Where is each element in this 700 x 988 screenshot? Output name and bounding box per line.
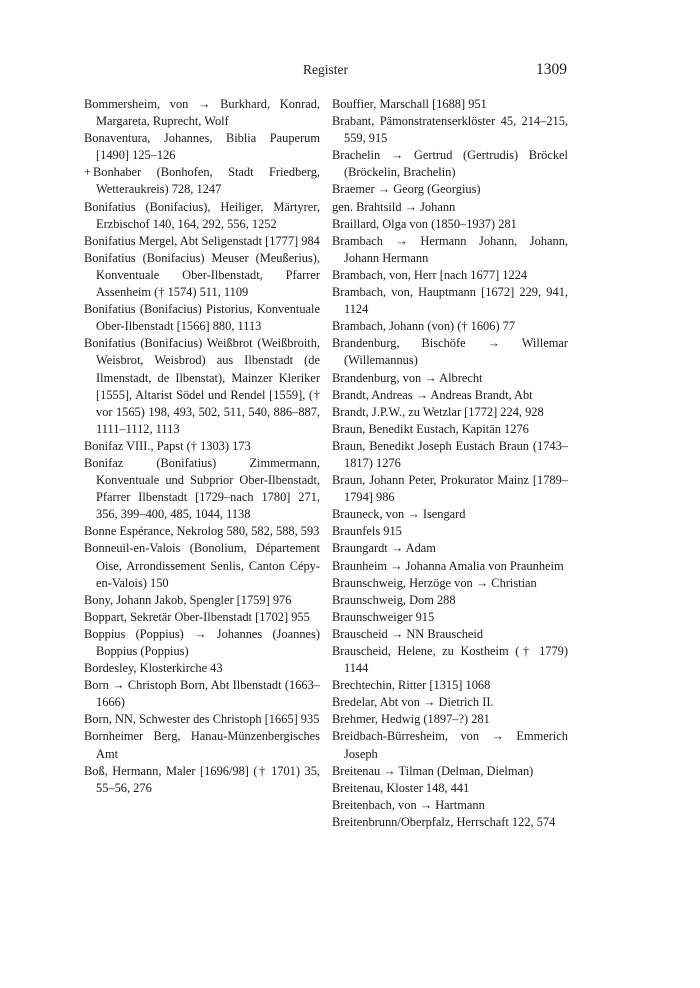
index-entry-text: Bonifatius Mergel, Abt Seligenstadt [1777] 984 — [84, 233, 320, 248]
index-entry-text: Bonifatius (Bonifacius) Pistorius, Konventuale Ober-Ilbenstadt [1566] 880, 1113 — [84, 302, 324, 334]
index-entry — [84, 609, 320, 626]
index-entry — [332, 626, 568, 643]
index-entry — [84, 728, 323, 762]
index-entry-text: Bommersheim, von → Burkhard, Konrad, Margareta, Ruprecht, Wolf — [84, 97, 324, 129]
index-entry — [332, 113, 572, 147]
index-entry-text: Breidbach-Bürresheim, von → Emmerich Joseph — [332, 729, 572, 761]
index-entry-text: Bonaventura, Johannes, Biblia Pauperum [1490] 125–126 — [84, 131, 324, 163]
index-entry — [84, 763, 324, 797]
index-entry-text: Breitenbach, von → Hartmann — [332, 797, 485, 812]
index-entry-text: Bonifatius (Bonifacius) Weißbrot (Weißbroith, Weisbrot, Weisbrod) aus Ilbenstadt (de Ilmenstadt, de Ilbenstat), Mainzer Kleriker [1555], Altarist Södel und Rendel [1559], († vor 1565) 198, 493, 502, 511, 540, 886–887, 1111–1112, 1113 — [84, 336, 324, 436]
index-entry-text: Braunheim → Johanna Amalia von Praunheim — [332, 558, 564, 573]
index-entry-text: Boppart, Sekretär Ober-Ilbenstadt [1702] 955 — [84, 609, 310, 624]
index-entry-text: Breitenau → Tilman (Delman, Dielman) — [332, 763, 534, 778]
index-entry-text: Bonifaz (Bonifatius) Zimmermann, Konventuale und Subprior Ober-Ilbenstadt, Pfarrer Ilbenstadt [1729–nach 1780] 271, 356, 399–400, 485, 1044, 1138 — [84, 455, 324, 522]
index-entry-text: Brauscheid, Helene, zu Kostheim († 1779) 1144 — [332, 644, 572, 676]
index-entry — [84, 233, 320, 250]
index-entry-text: Braillard, Olga von (1850–1937) 281 — [332, 216, 517, 231]
index-entry-text: Brauscheid → NN Brauscheid — [332, 626, 484, 641]
index-entry — [84, 540, 324, 591]
index-entry — [332, 199, 568, 216]
index-column-left — [84, 96, 324, 797]
index-entry — [84, 660, 320, 677]
index-entry — [84, 250, 324, 301]
index-entry-text: Brechtechin, Ritter [1315] 1068 — [332, 678, 491, 693]
index-entry-text: Bonifatius (Bonifacius) Meuser (Meußerius), Konventuale Ober-Ilbenstadt, Pfarrer Assenheim († 1574) 511, 1109 — [84, 250, 324, 300]
index-entry-text: Breitenau, Kloster 148, 441 — [332, 780, 470, 795]
index-entry-text: Brauneck, von → Isengard — [332, 507, 466, 522]
page-header — [84, 62, 567, 82]
index-entry-text: Braun, Johann Peter, Prokurator Mainz [1789–1794] 986 — [332, 473, 568, 505]
index-entry-text: Braunschweig, Dom 288 — [332, 592, 456, 607]
index-entry — [332, 728, 572, 762]
index-entry-text: Boppius (Poppius) → Johannes (Joannes) Boppius (Poppius) — [84, 626, 324, 658]
index-entry-text: Braunfels 915 — [332, 524, 402, 539]
index-entry-text: Braunschweiger 915 — [332, 609, 435, 624]
index-entry — [332, 575, 568, 592]
index-entry — [84, 301, 324, 335]
index-entry — [332, 677, 568, 694]
index-entry-text: Brambach, Johann (von) († 1606) 77 — [332, 319, 516, 334]
index-entry-text: Boß, Hermann, Maler [1696/98] († 1701) 35, 55–56, 276 — [84, 763, 324, 795]
index-entry — [84, 164, 323, 198]
index-entry — [332, 711, 568, 728]
index-entry-text: Bouffier, Marschall [1688] 951 — [332, 97, 487, 111]
index-entry-text: Breitenbrunn/Oberpfalz, Herrschaft 122, 574 — [332, 814, 556, 829]
index-entry — [332, 523, 568, 540]
index-entry — [332, 506, 568, 523]
index-column-right — [332, 96, 572, 831]
index-entry-text: Brabant, Pämonstratenserklöster 45, 214–215, 559, 915 — [332, 114, 572, 146]
index-entry-text: Bonneuil-en-Valois (Bonolium, Département Oise, Arrondissement Senlis, Canton Cépy-en-Valois) 150 — [84, 541, 324, 590]
index-entry — [332, 438, 568, 472]
index-entry-text: Braemer → Georg (Georgius) — [332, 182, 481, 197]
index-entry — [84, 96, 324, 130]
index-entry — [332, 370, 568, 387]
index-entry — [84, 523, 320, 540]
index-entry-text: Brambach, von, Hauptmann [1672] 229, 941, 1124 — [332, 285, 572, 317]
index-entry — [332, 335, 572, 369]
entry-marker: + — [84, 165, 91, 180]
index-entry-text: Bordesley, Klosterkirche 43 — [84, 661, 223, 676]
index-entry — [84, 455, 324, 523]
index-entry — [332, 421, 568, 438]
index-entry-text: Braunschweig, Herzöge von → Christian — [332, 575, 537, 590]
index-entry — [332, 96, 568, 113]
index-entry-text: Born → Christoph Born, Abt Ilbenstadt (1663–1666) — [84, 678, 320, 710]
index-entry — [332, 387, 568, 404]
index-entry-text: Brandenburg, von → Albrecht — [332, 370, 483, 385]
index-entry — [332, 643, 572, 677]
index-entry-text: Braun, Benedikt Eustach, Kapitän 1276 — [332, 421, 529, 436]
index-entry-text: Bredelar, Abt von → Dietrich II. — [332, 695, 494, 710]
page-number: 1309 — [536, 61, 567, 78]
index-entry — [332, 558, 568, 575]
index-entry — [332, 609, 568, 626]
index-entry — [84, 199, 324, 233]
index-entry-text: Brambach → Hermann Johann, Johann, Johann Hermann — [332, 233, 572, 265]
index-entry — [332, 540, 568, 557]
index-entry — [332, 181, 568, 198]
index-entry — [332, 592, 568, 609]
index-entry — [332, 763, 568, 780]
index-entry-text: gen. Brahtsild → Johann — [332, 199, 456, 214]
index-entry — [84, 626, 324, 660]
index-entry — [84, 130, 324, 164]
index-entry-text: Brandt, J.P.W., zu Wetzlar [1772] 224, 928 — [332, 404, 544, 419]
index-entry-text: Brandt, Andreas → Andreas Brandt, Abt — [332, 387, 533, 402]
index-entry — [84, 711, 320, 728]
index-entry-text: Brachelin → Gertrud (Gertrudis) Bröckel (Bröckelin, Brachelin) — [332, 148, 572, 180]
index-entry-text: Bonne Espérance, Nekrolog 580, 582, 588, 593 — [84, 524, 320, 539]
index-entry — [84, 438, 320, 455]
index-entry — [84, 592, 320, 609]
index-entry — [332, 147, 572, 181]
index-entry — [332, 404, 568, 421]
index-entry — [332, 780, 568, 797]
index-entry — [332, 472, 568, 506]
index-entry — [84, 335, 324, 438]
index-entry-text: Braun, Benedikt Joseph Eustach Braun (1743–1817) 1276 — [332, 438, 568, 470]
index-entry — [332, 267, 568, 284]
index-entry — [332, 694, 568, 711]
index-entry-text: Bonifaz VIII., Papst († 1303) 173 — [84, 438, 251, 453]
index-entry-text: Brambach, von, Herr [nach 1677] 1224 — [332, 267, 528, 282]
index-entry-text: Born, NN, Schwester des Christoph [1665] 935 — [84, 712, 320, 727]
index-entry-text: Bonhaber (Bonhofen, Stadt Friedberg, Wetteraukreis) 728, 1247 — [93, 165, 323, 197]
index-entry-text: Bonifatius (Bonifacius), Heiliger, Märtyrer, Erzbischof 140, 164, 292, 556, 1252 — [84, 199, 324, 231]
index-entry-text: Brehmer, Hedwig (1897–?) 281 — [332, 712, 490, 727]
index-entry — [84, 677, 320, 711]
index-entry — [332, 318, 568, 335]
index-entry — [332, 797, 568, 814]
running-title: Register — [303, 62, 348, 77]
index-entry-text: Bornheimer Berg, Hanau-Münzenbergisches Amt — [84, 729, 323, 761]
index-entry-text: Braungardt → Adam — [332, 541, 436, 556]
index-entry — [332, 814, 568, 831]
index-entry-text: Brandenburg, Bischöfe → Willemar (Willemannus) — [332, 336, 572, 368]
index-entry-text: Bony, Johann Jakob, Spengler [1759] 976 — [84, 592, 292, 607]
index-entry — [332, 284, 572, 318]
index-entry — [332, 233, 572, 267]
index-entry — [332, 216, 568, 233]
